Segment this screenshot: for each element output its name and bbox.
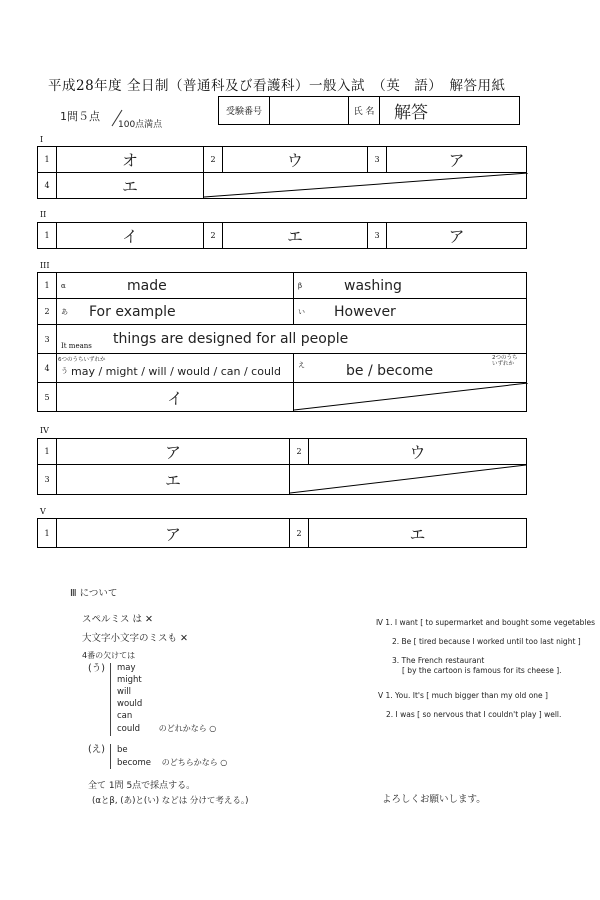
section-label: II (40, 210, 47, 219)
note-line: Ⅳ 1. I want [ to supermarket and bought some vegetables (376, 618, 596, 627)
score-total: 100点満点 (118, 120, 163, 130)
answer-prefix: It means (61, 342, 92, 350)
note-word: be (117, 744, 128, 755)
answer-note: 6つのうちいずれか (58, 357, 106, 363)
answer-label: い (298, 307, 305, 316)
note-line: 2. Be [ tired because I worked until too last night ] (392, 637, 581, 647)
section-label: III (40, 261, 50, 270)
question-number: 2 (204, 223, 223, 248)
name-field[interactable]: 解答 (394, 103, 428, 123)
answer-label: う (61, 367, 68, 375)
answer-field-beta[interactable] (294, 273, 526, 298)
note-mark: (う) (88, 663, 105, 675)
note-line: 大文字小文字のミスも ✕ (82, 632, 188, 644)
question-number: 2 (290, 439, 309, 464)
answer-text: washing (344, 277, 402, 294)
question-number: 1 (38, 223, 57, 248)
id-label: 受験番号 (219, 97, 270, 124)
section-label: IV (40, 426, 49, 435)
note-word: will (117, 687, 132, 698)
note-line: 3. The French restaurant (392, 656, 485, 666)
note-tail: のどちらかなら ○ (161, 757, 228, 767)
answer-field[interactable]: ア (448, 227, 465, 246)
answer-field[interactable]: オ (57, 147, 204, 172)
note-line: スペルミス は ✕ (82, 614, 153, 626)
note-word: would (117, 699, 143, 710)
section-4-table (37, 438, 527, 495)
note-line: V 1. You. It's [ much bigger than my old one ] (378, 690, 548, 700)
name-label: 氏 名 (349, 97, 380, 124)
blank-cell (290, 465, 526, 494)
section-label: V (40, 507, 46, 516)
answer-text: may / might / will / would / can / could (71, 364, 281, 378)
note-line: [ by the cartoon is famous for its cheese ]. (402, 666, 562, 676)
question-number: 4 (38, 354, 57, 382)
answer-field-e[interactable] (294, 354, 526, 382)
page-title: 平成28年度 全日制（普通科及び看護科）一般入試 （英 語） 解答用紙 (48, 78, 506, 94)
section-1-table (37, 146, 527, 199)
question-number: 1 (38, 519, 57, 547)
note-word: become (117, 757, 152, 768)
question-number: 2 (204, 147, 223, 172)
section-label: I (40, 135, 44, 144)
question-number: 3 (38, 325, 57, 353)
answer-field[interactable]: エ (57, 465, 290, 494)
blank-cell (204, 173, 526, 198)
question-number: 4 (38, 173, 57, 198)
question-number: 1 (38, 147, 57, 172)
answer-field[interactable] (57, 325, 526, 353)
answer-text: For example (89, 303, 176, 320)
answer-field-i[interactable] (294, 299, 526, 324)
score-note: 1問５点 (60, 110, 100, 123)
answer-text: be / become (346, 363, 434, 379)
note-word: might (117, 675, 142, 686)
answer-field[interactable]: ウ (223, 147, 368, 172)
answer-text: things are designed for all people (113, 331, 349, 347)
id-field[interactable] (270, 97, 349, 124)
blank-cell (294, 383, 526, 411)
answer-label: あ (61, 307, 68, 316)
section-5-table (37, 518, 527, 548)
question-number: 3 (38, 465, 57, 494)
question-number: 2 (290, 519, 309, 547)
note-word: can (117, 710, 133, 721)
answer-text: made (127, 277, 167, 294)
answer-field[interactable]: ウ (409, 443, 426, 462)
closing-note: よろしくお願いします。 (382, 793, 486, 805)
note-word: may (117, 663, 136, 674)
question-number: 1 (38, 439, 57, 464)
note-line: 4番の欠けては (82, 651, 136, 661)
section-3-table (37, 272, 527, 412)
note-word: could (117, 723, 141, 734)
question-number: 2 (38, 299, 57, 324)
answer-field[interactable]: イ (57, 223, 204, 248)
note-line: (αとβ, (あ)と(い) などは 分けて考える。) (92, 795, 249, 806)
answer-label: β (298, 281, 303, 290)
note-tail: のどれかなら ○ (158, 723, 217, 733)
answer-field[interactable]: ア (448, 151, 465, 170)
question-number: 5 (38, 383, 57, 411)
notes-heading: Ⅲ について (70, 588, 118, 599)
answer-field[interactable]: エ (409, 524, 426, 544)
answer-label: え (298, 361, 305, 369)
answer-field-alpha[interactable] (57, 273, 294, 298)
section-2-table (37, 222, 527, 249)
id-name-box (218, 96, 520, 125)
answer-text: However (334, 303, 396, 320)
answer-field[interactable]: ア (57, 519, 290, 547)
answer-field[interactable]: ア (57, 439, 290, 464)
answer-label: α (61, 281, 66, 290)
note-line: 2. I was [ so nervous that I couldn't play ] well. (386, 709, 562, 719)
answer-field[interactable]: エ (223, 223, 368, 248)
grading-notes-left (70, 588, 310, 807)
answer-field-u[interactable] (57, 354, 294, 382)
question-number: 3 (368, 223, 387, 248)
answer-note: 2つのうちいずれか (492, 355, 518, 368)
answer-field[interactable]: エ (57, 173, 204, 198)
note-line: 全て 1問 5点で採点する。 (88, 781, 196, 792)
answer-field-a[interactable] (57, 299, 294, 324)
question-number: 1 (38, 273, 57, 298)
question-number: 3 (368, 147, 387, 172)
note-mark: (え) (88, 743, 105, 755)
answer-field[interactable]: イ (57, 383, 294, 411)
grading-notes-right (376, 618, 596, 807)
